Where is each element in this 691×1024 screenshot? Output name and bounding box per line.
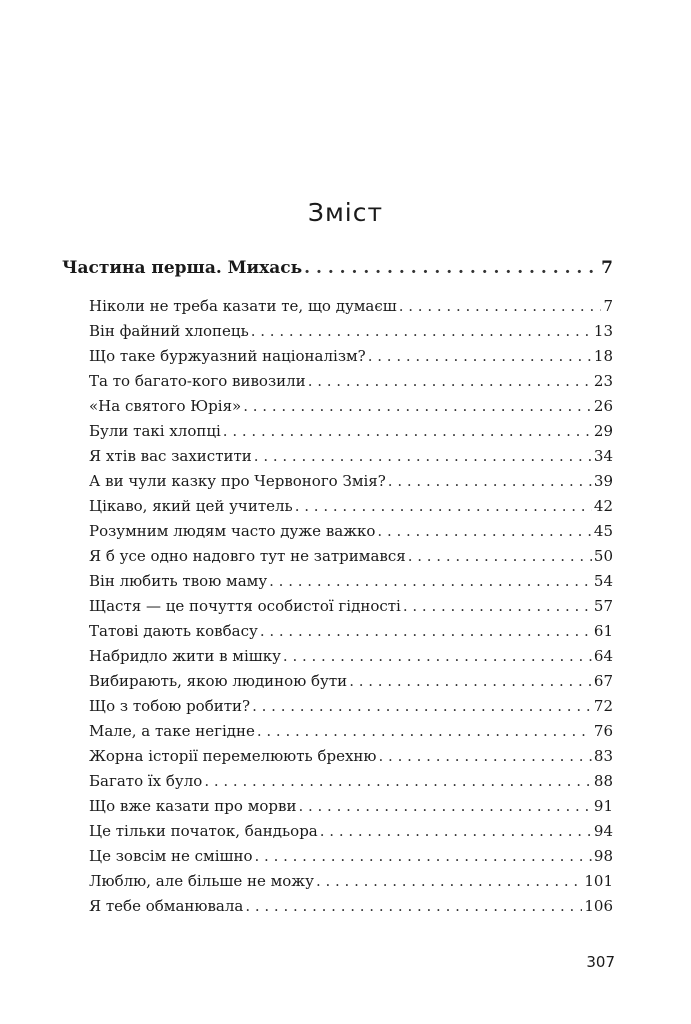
toc-entry[interactable] [89, 497, 613, 515]
toc-entry[interactable] [89, 622, 613, 640]
toc-entry[interactable] [89, 322, 613, 340]
dot-leader [308, 372, 592, 390]
dot-leader [368, 347, 592, 365]
toc-entry[interactable] [89, 397, 613, 415]
toc-entry-page: 13 [593, 322, 613, 340]
toc-entry[interactable] [89, 547, 613, 565]
toc-entry-page: 45 [593, 522, 613, 540]
dot-leader [403, 597, 592, 615]
dot-leader [399, 297, 602, 315]
toc-entry-title: «На святого Юрія» [89, 397, 242, 415]
toc-entry[interactable] [89, 422, 613, 440]
toc-entry-title: Розумним людям часто дуже важко [89, 522, 376, 540]
toc-entry-title: Він файний хлопець [89, 322, 249, 340]
toc-entry[interactable] [89, 897, 613, 915]
toc-entry-title: Щастя — це почуття особистої гідності [89, 597, 401, 615]
toc-entry-page: 101 [584, 872, 613, 890]
toc-entry[interactable] [89, 772, 613, 790]
toc-entry-page: 26 [593, 397, 613, 415]
toc-entry-title: Набридло жити в мішку [89, 647, 281, 665]
toc-entry-page: 94 [593, 822, 613, 840]
dot-leader [223, 422, 592, 440]
dot-leader [283, 647, 592, 665]
dot-leader [298, 797, 591, 815]
dot-leader [295, 497, 592, 515]
toc-entry[interactable] [89, 572, 613, 590]
dot-leader [252, 697, 592, 715]
toc-entry-title: Це тільки початок, бандьора [89, 822, 318, 840]
toc-entry-page: 57 [593, 597, 613, 615]
toc-entry-page: 34 [593, 447, 613, 465]
dot-leader [260, 622, 592, 640]
toc-entry-title: Я тебе обманювала [89, 897, 244, 915]
toc-entry-title: Ніколи не треба казати те, що думаєш [89, 297, 397, 315]
toc-entry-title: Це зовсім не смішно [89, 847, 253, 865]
dot-leader [320, 822, 592, 840]
toc-entry[interactable] [89, 672, 613, 690]
toc-entry-page: 7 [603, 297, 613, 315]
toc-entry-page: 61 [593, 622, 613, 640]
dot-leader [269, 572, 592, 590]
part-page-number: 7 [601, 258, 613, 278]
toc-entry[interactable] [89, 697, 613, 715]
toc-entry-page: 76 [593, 722, 613, 740]
toc-entry[interactable] [89, 847, 613, 865]
toc-part-entry[interactable] [62, 258, 613, 278]
toc-entry-title: А ви чули казку про Червоного Змія? [89, 472, 386, 490]
toc-entry[interactable] [89, 347, 613, 365]
toc-entry[interactable] [89, 647, 613, 665]
toc-entry-page: 64 [593, 647, 613, 665]
toc-entry-page: 50 [593, 547, 613, 565]
dot-leader [255, 847, 592, 865]
toc-entry-title: Татові дають ковбасу [89, 622, 258, 640]
page-number: 307 [586, 953, 615, 971]
dot-leader [408, 547, 592, 565]
toc-entry-page: 42 [593, 497, 613, 515]
toc-entry-page: 72 [593, 697, 613, 715]
toc-entry-title: Цікаво, який цей учитель [89, 497, 293, 515]
dot-leader [377, 522, 592, 540]
dot-leader [243, 397, 592, 415]
dot-leader [204, 772, 592, 790]
dot-leader [304, 258, 599, 278]
toc-entry-title: Я б усе одно надовго тут не затримався [89, 547, 406, 565]
dot-leader [316, 872, 582, 890]
toc-entry-title: Були такі хлопці [89, 422, 221, 440]
dot-leader [257, 722, 592, 740]
dot-leader [254, 447, 592, 465]
page-title: Зміст [307, 198, 384, 227]
toc-entry-title: Та то багато-кого вивозили [89, 372, 306, 390]
dot-leader [388, 472, 592, 490]
toc-entry[interactable] [89, 872, 613, 890]
toc-entry-title: Жорна історії перемелюють брехню [89, 747, 377, 765]
toc-entry[interactable] [89, 297, 613, 315]
toc-entry[interactable] [89, 822, 613, 840]
toc-entry-title: Люблю, але більше не можу [89, 872, 314, 890]
toc-entry-page: 18 [593, 347, 613, 365]
toc-entry-page: 54 [593, 572, 613, 590]
toc-entry-title: Він любить твою маму [89, 572, 268, 590]
toc-entry-title: Я хтів вас захистити [89, 447, 252, 465]
toc-entry[interactable] [89, 722, 613, 740]
toc-entry-title: Що з тобою робити? [89, 697, 251, 715]
dot-leader [251, 322, 592, 340]
toc-entry-page: 91 [593, 797, 613, 815]
toc-entry-title: Багато їх було [89, 772, 203, 790]
toc-entry[interactable] [89, 372, 613, 390]
part-title: Частина перша. Михась [62, 258, 303, 278]
dot-leader [245, 897, 582, 915]
toc-entry-page: 83 [593, 747, 613, 765]
toc-entry-title: Що вже казати про морви [89, 797, 297, 815]
toc-entry[interactable] [89, 747, 613, 765]
toc-entry-title: Вибирають, якою людиною бути [89, 672, 348, 690]
toc-entry[interactable] [89, 472, 613, 490]
toc-entry-page: 67 [593, 672, 613, 690]
toc-entry[interactable] [89, 797, 613, 815]
toc-entry[interactable] [89, 447, 613, 465]
dot-leader [379, 747, 592, 765]
toc-entry-page: 29 [593, 422, 613, 440]
toc-entry-page: 106 [584, 897, 613, 915]
toc-entry-title: Що таке буржуазний націоналізм? [89, 347, 366, 365]
toc-entry[interactable] [89, 597, 613, 615]
dot-leader [349, 672, 592, 690]
toc-entry-page: 98 [593, 847, 613, 865]
toc-entry-page: 88 [593, 772, 613, 790]
toc-entry-page: 23 [593, 372, 613, 390]
toc-entry-title: Мале, а таке негідне [89, 722, 255, 740]
toc-entry[interactable] [89, 522, 613, 540]
toc-entry-page: 39 [593, 472, 613, 490]
